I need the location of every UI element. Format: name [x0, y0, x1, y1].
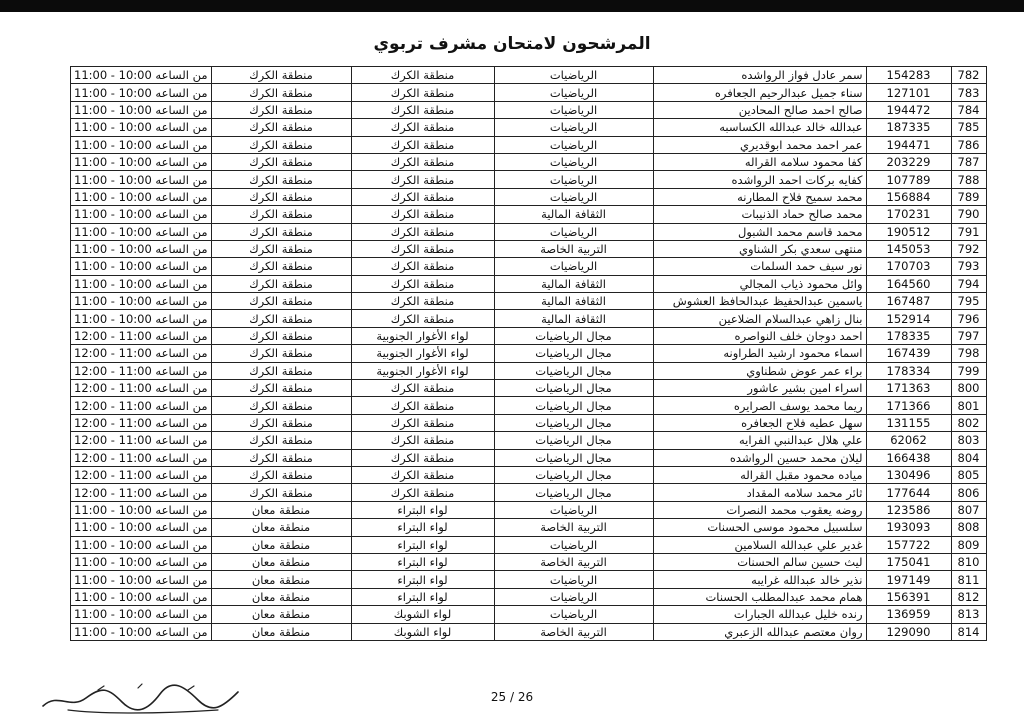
- row-candidate-name: رنده خليل عبدالله الجبارات: [653, 606, 866, 623]
- row-exam-time: من الساعه 10:00 - 11:00: [71, 623, 212, 640]
- row-subject: مجال الرياضيات: [494, 362, 653, 379]
- row-candidate-name: نذير خالد عبدالله غرايبه: [653, 571, 866, 588]
- row-directorate: منطقة الكرك: [351, 449, 494, 466]
- table-row: [71, 67, 987, 84]
- row-candidate-id: 171366: [866, 397, 951, 414]
- row-region: منطقة الكرك: [211, 397, 351, 414]
- row-seq-number: 800: [951, 380, 986, 397]
- row-candidate-id: 193093: [866, 519, 951, 536]
- row-candidate-name: محمد صالح حماد الذنيبات: [653, 206, 866, 223]
- row-directorate: منطقة الكرك: [351, 206, 494, 223]
- row-seq-number: 812: [951, 588, 986, 605]
- row-exam-time: من الساعه 10:00 - 11:00: [71, 101, 212, 118]
- table-row: [71, 449, 987, 466]
- row-candidate-id: 170231: [866, 206, 951, 223]
- row-region: منطقة الكرك: [211, 310, 351, 327]
- row-subject: الرياضيات: [494, 588, 653, 605]
- page-title: المرشحون لامتحان مشرف تربوي: [373, 34, 651, 54]
- row-subject: الثقافة المالية: [494, 206, 653, 223]
- row-region: منطقة الكرك: [211, 466, 351, 483]
- row-subject: الرياضيات: [494, 223, 653, 240]
- row-candidate-id: 136959: [866, 606, 951, 623]
- table-row: [71, 293, 987, 310]
- table-row: [71, 362, 987, 379]
- row-subject: التربية الخاصة: [494, 553, 653, 570]
- row-subject: الرياضيات: [494, 136, 653, 153]
- row-directorate: منطقة الكرك: [351, 466, 494, 483]
- table-row: [71, 84, 987, 101]
- row-seq-number: 791: [951, 223, 986, 240]
- table-row: [71, 606, 987, 623]
- row-region: منطقة الكرك: [211, 345, 351, 362]
- table-row: [71, 119, 987, 136]
- row-subject: الرياضيات: [494, 606, 653, 623]
- table-row: [71, 588, 987, 605]
- row-subject: التربية الخاصة: [494, 240, 653, 257]
- row-exam-time: من الساعه 10:00 - 11:00: [71, 206, 212, 223]
- row-exam-time: من الساعه 10:00 - 11:00: [71, 571, 212, 588]
- row-region: منطقة معان: [211, 571, 351, 588]
- row-candidate-id: 178335: [866, 327, 951, 344]
- row-subject: الرياضيات: [494, 171, 653, 188]
- row-directorate: لواء البتراء: [351, 571, 494, 588]
- table-row: [71, 501, 987, 518]
- table-row: [71, 466, 987, 483]
- row-candidate-id: 190512: [866, 223, 951, 240]
- row-region: منطقة الكرك: [211, 101, 351, 118]
- row-seq-number: 802: [951, 414, 986, 431]
- row-candidate-name: ثائر محمد سلامه المقداد: [653, 484, 866, 501]
- row-seq-number: 803: [951, 432, 986, 449]
- table-row: [71, 153, 987, 170]
- row-region: منطقة الكرك: [211, 380, 351, 397]
- row-subject: التربية الخاصة: [494, 623, 653, 640]
- row-directorate: منطقة الكرك: [351, 397, 494, 414]
- row-candidate-id: 166438: [866, 449, 951, 466]
- row-seq-number: 782: [951, 67, 986, 84]
- row-subject: مجال الرياضيات: [494, 397, 653, 414]
- row-candidate-id: 178334: [866, 362, 951, 379]
- row-region: منطقة الكرك: [211, 275, 351, 292]
- row-directorate: منطقة الكرك: [351, 258, 494, 275]
- row-exam-time: من الساعه 10:00 - 11:00: [71, 153, 212, 170]
- row-region: منطقة معان: [211, 606, 351, 623]
- row-directorate: منطقة الكرك: [351, 153, 494, 170]
- row-region: منطقة الكرك: [211, 119, 351, 136]
- row-directorate: منطقة الكرك: [351, 240, 494, 257]
- row-exam-time: من الساعه 11:00 - 12:00: [71, 345, 212, 362]
- row-subject: التربية الخاصة: [494, 519, 653, 536]
- row-exam-time: من الساعه 11:00 - 12:00: [71, 449, 212, 466]
- row-directorate: منطقة الكرك: [351, 275, 494, 292]
- row-exam-time: من الساعه 10:00 - 11:00: [71, 119, 212, 136]
- row-candidate-id: 62062: [866, 432, 951, 449]
- row-subject: الثقافة المالية: [494, 275, 653, 292]
- row-candidate-name: نور سيف حمد السلمات: [653, 258, 866, 275]
- row-subject: مجال الرياضيات: [494, 414, 653, 431]
- row-directorate: منطقة الكرك: [351, 188, 494, 205]
- row-candidate-id: 170703: [866, 258, 951, 275]
- row-directorate: منطقة الكرك: [351, 136, 494, 153]
- row-exam-time: من الساعه 10:00 - 11:00: [71, 536, 212, 553]
- row-candidate-name: علي هلال عبدالنبي الفرايه: [653, 432, 866, 449]
- row-candidate-id: 129090: [866, 623, 951, 640]
- row-candidate-name: ليث حسين سالم الحسنات: [653, 553, 866, 570]
- row-region: منطقة معان: [211, 588, 351, 605]
- row-candidate-id: 164560: [866, 275, 951, 292]
- row-subject: الرياضيات: [494, 153, 653, 170]
- row-candidate-id: 145053: [866, 240, 951, 257]
- row-region: منطقة الكرك: [211, 484, 351, 501]
- row-region: منطقة الكرك: [211, 188, 351, 205]
- row-exam-time: من الساعه 10:00 - 11:00: [71, 223, 212, 240]
- row-exam-time: من الساعه 10:00 - 11:00: [71, 188, 212, 205]
- row-region: منطقة معان: [211, 519, 351, 536]
- row-exam-time: من الساعه 10:00 - 11:00: [71, 293, 212, 310]
- row-directorate: لواء البتراء: [351, 501, 494, 518]
- table-row: [71, 397, 987, 414]
- row-directorate: لواء الأغوار الجنوبية: [351, 345, 494, 362]
- row-region: منطقة الكرك: [211, 362, 351, 379]
- row-exam-time: من الساعه 10:00 - 11:00: [71, 310, 212, 327]
- row-region: منطقة معان: [211, 623, 351, 640]
- row-directorate: لواء البتراء: [351, 519, 494, 536]
- table-row: [71, 310, 987, 327]
- page-number: 25 / 26: [490, 690, 534, 704]
- row-subject: مجال الرياضيات: [494, 380, 653, 397]
- row-candidate-name: سناء جميل عبدالرحيم الجعافره: [653, 84, 866, 101]
- row-seq-number: 809: [951, 536, 986, 553]
- row-directorate: منطقة الكرك: [351, 293, 494, 310]
- table-row: [71, 536, 987, 553]
- row-directorate: منطقة الكرك: [351, 484, 494, 501]
- row-seq-number: 799: [951, 362, 986, 379]
- row-region: منطقة معان: [211, 501, 351, 518]
- table-row: [71, 240, 987, 257]
- row-seq-number: 788: [951, 171, 986, 188]
- row-candidate-name: اسماء محمود ارشيد الطراونه: [653, 345, 866, 362]
- row-candidate-name: سلسبيل محمود موسى الحسنات: [653, 519, 866, 536]
- row-exam-time: من الساعه 10:00 - 11:00: [71, 136, 212, 153]
- row-subject: الرياضيات: [494, 84, 653, 101]
- row-candidate-name: همام محمد عبدالمطلب الحسنات: [653, 588, 866, 605]
- row-candidate-name: غدير علي عبدالله السلامين: [653, 536, 866, 553]
- row-directorate: لواء البتراء: [351, 588, 494, 605]
- row-exam-time: من الساعه 11:00 - 12:00: [71, 397, 212, 414]
- row-seq-number: 786: [951, 136, 986, 153]
- row-region: منطقة الكرك: [211, 136, 351, 153]
- row-candidate-id: 167487: [866, 293, 951, 310]
- row-region: منطقة الكرك: [211, 327, 351, 344]
- table-row: [71, 258, 987, 275]
- row-seq-number: 801: [951, 397, 986, 414]
- row-seq-number: 796: [951, 310, 986, 327]
- row-region: منطقة معان: [211, 536, 351, 553]
- row-directorate: منطقة الكرك: [351, 119, 494, 136]
- row-candidate-name: محمد سميح فلاح المطارنه: [653, 188, 866, 205]
- table-row: [71, 414, 987, 431]
- row-candidate-name: روضه يعقوب محمد النصرات: [653, 501, 866, 518]
- row-directorate: منطقة الكرك: [351, 432, 494, 449]
- table-row: [71, 432, 987, 449]
- row-exam-time: من الساعه 11:00 - 12:00: [71, 414, 212, 431]
- row-subject: مجال الرياضيات: [494, 449, 653, 466]
- row-candidate-name: احمد دوجان خلف النواصره: [653, 327, 866, 344]
- row-directorate: لواء الأغوار الجنوبية: [351, 362, 494, 379]
- row-directorate: لواء الشوبك: [351, 606, 494, 623]
- table-row: [71, 136, 987, 153]
- table-row: [71, 519, 987, 536]
- row-seq-number: 793: [951, 258, 986, 275]
- row-region: منطقة الكرك: [211, 153, 351, 170]
- table-row: [71, 206, 987, 223]
- row-exam-time: من الساعه 11:00 - 12:00: [71, 432, 212, 449]
- table-row: [71, 380, 987, 397]
- row-subject: الرياضيات: [494, 536, 653, 553]
- row-candidate-id: 107789: [866, 171, 951, 188]
- row-subject: مجال الرياضيات: [494, 466, 653, 483]
- row-seq-number: 811: [951, 571, 986, 588]
- table-row: [71, 275, 987, 292]
- table-row: [71, 327, 987, 344]
- row-candidate-id: 194472: [866, 101, 951, 118]
- row-seq-number: 783: [951, 84, 986, 101]
- row-candidate-name: براء عمر عوض شطناوي: [653, 362, 866, 379]
- row-directorate: لواء البتراء: [351, 553, 494, 570]
- row-seq-number: 813: [951, 606, 986, 623]
- row-seq-number: 806: [951, 484, 986, 501]
- row-directorate: منطقة الكرك: [351, 84, 494, 101]
- row-subject: الثقافة المالية: [494, 310, 653, 327]
- row-subject: الرياضيات: [494, 101, 653, 118]
- row-region: منطقة الكرك: [211, 84, 351, 101]
- row-candidate-id: 156884: [866, 188, 951, 205]
- row-seq-number: 787: [951, 153, 986, 170]
- row-candidate-id: 171363: [866, 380, 951, 397]
- row-exam-time: من الساعه 10:00 - 11:00: [71, 553, 212, 570]
- row-candidate-id: 123586: [866, 501, 951, 518]
- row-candidate-name: مياده محمود مقبل القراله: [653, 466, 866, 483]
- row-candidate-name: كفايه بركات احمد الرواشده: [653, 171, 866, 188]
- row-exam-time: من الساعه 11:00 - 12:00: [71, 380, 212, 397]
- row-candidate-name: سهل عطيه فلاح الجعافره: [653, 414, 866, 431]
- row-subject: مجال الرياضيات: [494, 484, 653, 501]
- row-seq-number: 810: [951, 553, 986, 570]
- row-exam-time: من الساعه 10:00 - 11:00: [71, 275, 212, 292]
- row-exam-time: من الساعه 11:00 - 12:00: [71, 466, 212, 483]
- row-region: منطقة الكرك: [211, 67, 351, 84]
- row-exam-time: من الساعه 10:00 - 11:00: [71, 258, 212, 275]
- row-directorate: لواء البتراء: [351, 536, 494, 553]
- row-candidate-id: 157722: [866, 536, 951, 553]
- row-candidate-id: 177644: [866, 484, 951, 501]
- row-candidate-id: 156391: [866, 588, 951, 605]
- row-candidate-name: ياسمين عبدالحفيظ عبدالحافظ العشوش: [653, 293, 866, 310]
- row-candidate-name: ريما محمد يوسف الصرايره: [653, 397, 866, 414]
- row-candidate-name: عبدالله خالد عبدالله الكساسبه: [653, 119, 866, 136]
- row-candidate-id: 175041: [866, 553, 951, 570]
- table-row: [71, 223, 987, 240]
- row-seq-number: 805: [951, 466, 986, 483]
- row-seq-number: 808: [951, 519, 986, 536]
- row-seq-number: 795: [951, 293, 986, 310]
- row-exam-time: من الساعه 10:00 - 11:00: [71, 519, 212, 536]
- row-candidate-id: 152914: [866, 310, 951, 327]
- row-candidate-id: 127101: [866, 84, 951, 101]
- row-seq-number: 798: [951, 345, 986, 362]
- row-region: منطقة الكرك: [211, 206, 351, 223]
- row-region: منطقة الكرك: [211, 258, 351, 275]
- row-region: منطقة الكرك: [211, 240, 351, 257]
- row-exam-time: من الساعه 10:00 - 11:00: [71, 171, 212, 188]
- row-exam-time: من الساعه 10:00 - 11:00: [71, 67, 212, 84]
- row-exam-time: من الساعه 11:00 - 12:00: [71, 362, 212, 379]
- row-directorate: منطقة الكرك: [351, 67, 494, 84]
- row-subject: الرياضيات: [494, 188, 653, 205]
- row-subject: الرياضيات: [494, 67, 653, 84]
- row-directorate: منطقة الكرك: [351, 310, 494, 327]
- row-subject: الرياضيات: [494, 571, 653, 588]
- table-row: [71, 553, 987, 570]
- row-candidate-name: وائل محمود ذياب المجالي: [653, 275, 866, 292]
- row-directorate: لواء الشوبك: [351, 623, 494, 640]
- row-seq-number: 789: [951, 188, 986, 205]
- row-region: منطقة الكرك: [211, 171, 351, 188]
- table-row: [71, 345, 987, 362]
- table-row: [71, 101, 987, 118]
- row-subject: الرياضيات: [494, 501, 653, 518]
- row-exam-time: من الساعه 10:00 - 11:00: [71, 501, 212, 518]
- row-candidate-id: 154283: [866, 67, 951, 84]
- row-subject: الثقافة المالية: [494, 293, 653, 310]
- row-seq-number: 804: [951, 449, 986, 466]
- row-candidate-name: اسراء امين بشير عاشور: [653, 380, 866, 397]
- table-row: [71, 623, 987, 640]
- row-seq-number: 814: [951, 623, 986, 640]
- row-candidate-name: روان معتصم عبدالله الزعبري: [653, 623, 866, 640]
- row-candidate-name: منتهى سعدي بكر الشناوي: [653, 240, 866, 257]
- row-candidate-name: ليلان محمد حسين الرواشده: [653, 449, 866, 466]
- row-region: منطقة الكرك: [211, 432, 351, 449]
- row-directorate: منطقة الكرك: [351, 101, 494, 118]
- row-candidate-id: 187335: [866, 119, 951, 136]
- table-row: [71, 188, 987, 205]
- row-seq-number: 807: [951, 501, 986, 518]
- row-seq-number: 797: [951, 327, 986, 344]
- table-row: [71, 484, 987, 501]
- row-candidate-id: 197149: [866, 571, 951, 588]
- row-candidate-name: صالح احمد صالح المحادين: [653, 101, 866, 118]
- row-seq-number: 784: [951, 101, 986, 118]
- row-region: منطقة معان: [211, 553, 351, 570]
- row-exam-time: من الساعه 11:00 - 12:00: [71, 327, 212, 344]
- row-directorate: لواء الأغوار الجنوبية: [351, 327, 494, 344]
- table-row: [71, 171, 987, 188]
- row-region: منطقة الكرك: [211, 293, 351, 310]
- row-subject: مجال الرياضيات: [494, 345, 653, 362]
- row-seq-number: 785: [951, 119, 986, 136]
- row-directorate: منطقة الكرك: [351, 171, 494, 188]
- row-seq-number: 790: [951, 206, 986, 223]
- candidates-table-body: [71, 67, 987, 641]
- row-candidate-name: محمد قاسم محمد الشبول: [653, 223, 866, 240]
- row-candidate-id: 167439: [866, 345, 951, 362]
- row-candidate-id: 194471: [866, 136, 951, 153]
- row-subject: الرياضيات: [494, 119, 653, 136]
- row-directorate: منطقة الكرك: [351, 414, 494, 431]
- table-row: [71, 571, 987, 588]
- row-subject: مجال الرياضيات: [494, 432, 653, 449]
- row-exam-time: من الساعه 11:00 - 12:00: [71, 484, 212, 501]
- row-seq-number: 794: [951, 275, 986, 292]
- row-exam-time: من الساعه 10:00 - 11:00: [71, 84, 212, 101]
- row-candidate-name: كفا محمود سلامه القراله: [653, 153, 866, 170]
- row-candidate-name: سمر عادل فواز الرواشده: [653, 67, 866, 84]
- row-seq-number: 792: [951, 240, 986, 257]
- row-subject: الرياضيات: [494, 258, 653, 275]
- row-region: منطقة الكرك: [211, 449, 351, 466]
- row-exam-time: من الساعه 10:00 - 11:00: [71, 240, 212, 257]
- row-candidate-id: 130496: [866, 466, 951, 483]
- row-candidate-name: عمر احمد محمد ابوقديري: [653, 136, 866, 153]
- row-exam-time: من الساعه 10:00 - 11:00: [71, 606, 212, 623]
- row-subject: مجال الرياضيات: [494, 327, 653, 344]
- row-region: منطقة الكرك: [211, 414, 351, 431]
- scan-top-edge: [0, 0, 1024, 12]
- candidates-table: [70, 66, 987, 641]
- row-region: منطقة الكرك: [211, 223, 351, 240]
- row-directorate: منطقة الكرك: [351, 380, 494, 397]
- row-candidate-id: 203229: [866, 153, 951, 170]
- row-directorate: منطقة الكرك: [351, 223, 494, 240]
- row-exam-time: من الساعه 10:00 - 11:00: [71, 588, 212, 605]
- row-candidate-id: 131155: [866, 414, 951, 431]
- row-candidate-name: بنال زاهي عبدالسلام الضلاعين: [653, 310, 866, 327]
